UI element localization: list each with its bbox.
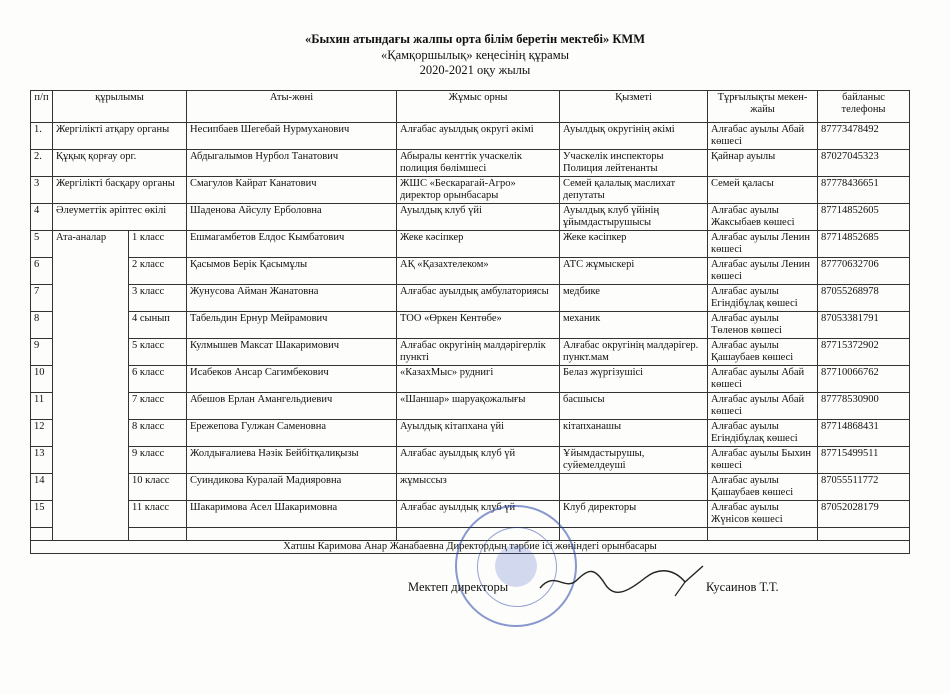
row-phone: 87770632706: [818, 258, 910, 285]
row-address: Алғабас ауылы Абай көшесі: [708, 393, 818, 420]
row-workplace: Алғабас ауылдық клуб үй: [397, 501, 560, 528]
row-position: [560, 474, 708, 501]
document-subtitle: «Қамқоршылық» кеңесінің құрамы: [380, 48, 569, 62]
row-phone: 87027045323: [818, 150, 910, 177]
table-row: [31, 420, 910, 447]
row-class: 1 класс: [129, 231, 187, 258]
table-row: [31, 393, 910, 420]
row-address: Алғабас ауылы Абай көшесі: [708, 123, 818, 150]
row-number: 12: [31, 420, 53, 447]
row-address: Алғабас ауылы Быхин көшесі: [708, 447, 818, 474]
table-body: [31, 123, 910, 554]
table-row: [31, 285, 910, 312]
row-workplace: Жеке кәсіпкер: [397, 231, 560, 258]
row-phone: 87055511772: [818, 474, 910, 501]
row-phone: 87778436651: [818, 177, 910, 204]
table-row: [31, 177, 910, 204]
row-number: 4: [31, 204, 53, 231]
row-position: Алғабас округінің малдәрігер. пункт.мам: [560, 339, 708, 366]
row-class: 5 класс: [129, 339, 187, 366]
row-full-name: Кулмышев Максат Шакаримович: [187, 339, 397, 366]
row-class: 6 класс: [129, 366, 187, 393]
row-class: 3 класс: [129, 285, 187, 312]
table-header-row: [31, 91, 910, 123]
row-address: Семей қаласы: [708, 177, 818, 204]
row-full-name: Исабеков Ансар Сагимбекович: [187, 366, 397, 393]
row-position: Ұйымдастырушы, суйемелдеуші: [560, 447, 708, 474]
row-address: Алғабас ауылы Ленин көшесі: [708, 231, 818, 258]
row-phone: 87710066762: [818, 366, 910, 393]
table-row: [31, 339, 910, 366]
row-position: АТС жұмыскері: [560, 258, 708, 285]
row-phone: 87778530900: [818, 393, 910, 420]
row-position: басшысы: [560, 393, 708, 420]
row-position: механик: [560, 312, 708, 339]
row-full-name: Несипбаев Шегебай Нурмуханович: [187, 123, 397, 150]
row-class: 7 класс: [129, 393, 187, 420]
col-header-number: п/п: [31, 91, 53, 123]
table-row: [31, 204, 910, 231]
row-address: Қайнар ауылы: [708, 150, 818, 177]
row-workplace: АҚ «Қазахтелеком»: [397, 258, 560, 285]
row-number: 3: [31, 177, 53, 204]
row-workplace: ТОО «Өркен Кентөбе»: [397, 312, 560, 339]
row-position: Семей қалалық маслихат депутаты: [560, 177, 708, 204]
col-header-workplace: Жұмыс орны: [397, 91, 560, 123]
table-row: [31, 231, 910, 258]
row-class: 11 класс: [129, 501, 187, 528]
row-full-name: Суиндикова Куралай Мадияровна: [187, 474, 397, 501]
row-workplace: «КазахМыс» руднигі: [397, 366, 560, 393]
row-full-name: Ешмагамбетов Елдос Кымбатович: [187, 231, 397, 258]
row-class: 8 класс: [129, 420, 187, 447]
row-phone: 87773478492: [818, 123, 910, 150]
row-full-name: Абешов Ерлан Амангельдиевич: [187, 393, 397, 420]
row-phone: 87052028179: [818, 501, 910, 528]
row-position: Клуб директоры: [560, 501, 708, 528]
director-signature: [535, 560, 715, 600]
row-address: Алғабас ауылы Егіндібұлақ көшесі: [708, 420, 818, 447]
row-workplace: ЖШС «Бескарагай-Агро» директор орынбасары: [397, 177, 560, 204]
row-number: 15: [31, 501, 53, 528]
academic-year: 2020-2021 оқу жылы: [419, 63, 531, 77]
row-number: 5: [31, 231, 53, 258]
row-phone: 87053381791: [818, 312, 910, 339]
row-full-name: Жунусова Айман Жанатовна: [187, 285, 397, 312]
col-header-name: Аты-жөні: [187, 91, 397, 123]
director-label: Мектеп директоры: [408, 580, 509, 594]
row-full-name: Ережепова Гулжан Саменовна: [187, 420, 397, 447]
table-row: [31, 447, 910, 474]
row-full-name: Шаденова Айсулу Ерболовна: [187, 204, 397, 231]
row-number: 8: [31, 312, 53, 339]
row-position: кітапханашы: [560, 420, 708, 447]
row-workplace: «Шаншар» шаруақожалығы: [397, 393, 560, 420]
row-number: 1.: [31, 123, 53, 150]
row-workplace: Алғабас ауылдық клуб үй: [397, 447, 560, 474]
table-row: [31, 123, 910, 150]
row-structure: Жергілікті басқару органы: [53, 177, 187, 204]
row-address: Алғабас ауылы Қашаубаев көшесі: [708, 474, 818, 501]
row-number: 10: [31, 366, 53, 393]
row-full-name: Қасымов Берік Қасымұлы: [187, 258, 397, 285]
document-title: «Быхин атындағы жалпы орта білім беретін мектебі» КММ: [304, 32, 646, 46]
row-full-name: Жолдығалиева Нәзік Бейбітқалиқызы: [187, 447, 397, 474]
row-phone: 87714852685: [818, 231, 910, 258]
council-table: [30, 90, 910, 554]
row-number: 7: [31, 285, 53, 312]
row-workplace: Ауылдық клуб үйі: [397, 204, 560, 231]
row-workplace: Ауылдық кітапхана үйі: [397, 420, 560, 447]
row-full-name: Табельдин Ернур Мейрамович: [187, 312, 397, 339]
row-class: 4 сынып: [129, 312, 187, 339]
row-address: Алғабас ауылы Абай көшесі: [708, 366, 818, 393]
col-header-address: Тұрғылықты мекен-жайы: [708, 91, 818, 123]
table-row: [31, 366, 910, 393]
col-header-phone: байланыс телефоны: [818, 91, 910, 123]
row-address: Алғабас ауылы Егіндібұлақ көшесі: [708, 285, 818, 312]
row-number: 11: [31, 393, 53, 420]
row-position: Ауылдық клуб үйінің ұйымдастырушысы: [560, 204, 708, 231]
row-position: Ауылдық округінің әкімі: [560, 123, 708, 150]
row-address: Алғабас ауылы Жүнісов көшесі: [708, 501, 818, 528]
row-structure: Жергілікті атқару органы: [53, 123, 187, 150]
row-workplace: Алғабас ауылдық округі әкімі: [397, 123, 560, 150]
row-phone: 87055268978: [818, 285, 910, 312]
secretary-text: Хатшы Каримова Анар Жанабаевна Директордың тәрбие ісі жөніндегі орынбасары: [31, 541, 910, 554]
row-full-name: Смагулов Кайрат Канатович: [187, 177, 397, 204]
col-header-structure: құрылымы: [53, 91, 187, 123]
row-class: 2 класс: [129, 258, 187, 285]
row-address: Алғабас ауылы Төленов көшесі: [708, 312, 818, 339]
director-name: Кусаинов Т.Т.: [706, 580, 779, 594]
row-position: медбике: [560, 285, 708, 312]
table-row: [31, 501, 910, 528]
row-full-name: Шакаримова Асел Шакаримовна: [187, 501, 397, 528]
row-number: 14: [31, 474, 53, 501]
row-phone: 87714852605: [818, 204, 910, 231]
table-row: [31, 150, 910, 177]
table-row: [31, 258, 910, 285]
row-structure: Әлеуметтік әріптес өкілі: [53, 204, 187, 231]
row-phone: 87715499511: [818, 447, 910, 474]
row-position: Белаз жүргізушісі: [560, 366, 708, 393]
row-number: 2.: [31, 150, 53, 177]
row-position: Учаскелік инспекторы Полиция лейтенанты: [560, 150, 708, 177]
row-structure: Құқық қорғау орг.: [53, 150, 187, 177]
row-workplace: Абыралы кенттік учаскелік полиция бөлімшесі: [397, 150, 560, 177]
row-address: Алғабас ауылы Ленин көшесі: [708, 258, 818, 285]
row-structure: Ата-аналар: [53, 231, 129, 541]
table-row: [31, 474, 910, 501]
row-workplace: жұмыссыз: [397, 474, 560, 501]
row-class: 9 класс: [129, 447, 187, 474]
col-header-position: Қызметі: [560, 91, 708, 123]
table-row: [31, 312, 910, 339]
row-workplace: Алғабас округінің малдәрігерлік пункті: [397, 339, 560, 366]
row-class: 10 класс: [129, 474, 187, 501]
row-phone: 87714868431: [818, 420, 910, 447]
row-full-name: Абдыгалымов Нурбол Танатович: [187, 150, 397, 177]
row-address: Алғабас ауылы Қашаубаев көшесі: [708, 339, 818, 366]
row-number: 9: [31, 339, 53, 366]
row-workplace: Алғабас ауылдық амбулаториясы: [397, 285, 560, 312]
row-phone: 87715372902: [818, 339, 910, 366]
row-position: Жеке кәсіпкер: [560, 231, 708, 258]
row-address: Алғабас ауылы Жаксыбаев көшесі: [708, 204, 818, 231]
row-number: 6: [31, 258, 53, 285]
row-number: 13: [31, 447, 53, 474]
